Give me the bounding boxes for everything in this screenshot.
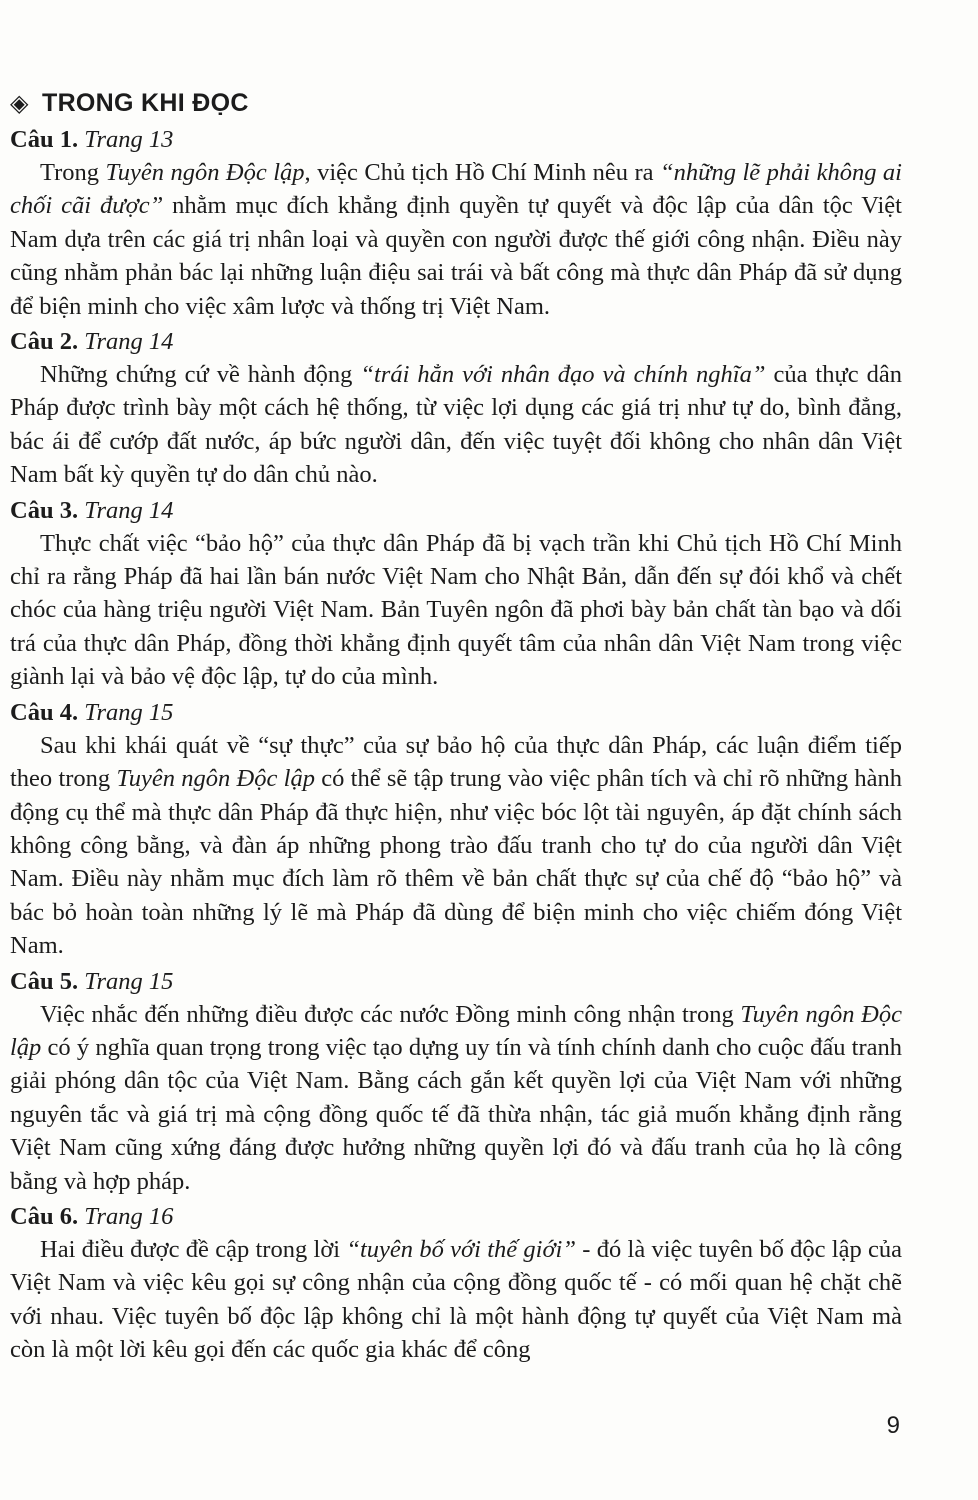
- question-label: Câu 5.: [10, 967, 79, 995]
- answer-text: có thể sẽ tập trung vào việc phân tích và chỉ rõ những hành động cụ thể mà thực dân Pháp đã thực hiện, như việc bóc lột tài nguyên, áp đặt chính sách không công bằng, và đàn áp những phong trào đấu tranh cho tự do của người dân Việt Nam. Điều này nhằm mục đích làm rõ thêm về bản chất thực sự của chế độ “bảo hộ” và bác bỏ hoàn toàn những lý lẽ mà Pháp đã dùng để biện minh cho việc chiếm đóng Việt Nam.: [10, 765, 902, 960]
- question-6-answer: [10, 1233, 902, 1367]
- question-3-answer: [10, 527, 902, 694]
- answer-text: nhằm mục đích khẳng định quyền tự quyết và độc lập của dân tộc Việt Nam dựa trên các giá trị nhân loại và quyền con người được thế giới công nhận. Điều này cũng nhằm phản bác lại những luận điệu sai trái và bất công mà thực dân Pháp đã sử dụng để biện minh cho việc xâm lược và thống trị Việt Nam.: [10, 192, 902, 320]
- question-page-ref: Trang 14: [84, 328, 174, 356]
- question-5-title: [10, 965, 902, 998]
- section-heading: [10, 86, 902, 120]
- answer-text: Thực chất việc “bảo hộ” của thực dân Pháp đã bị vạch trần khi Chủ tịch Hồ Chí Minh chỉ ra rằng Pháp đã hai lần bán nước Việt Nam cho Nhật Bản, dẫn đến sự đói khổ và chết chóc của hàng triệu người Việt Nam. Bản Tuyên ngôn đã phơi bày bản chất tàn bạo và dối trá của thực dân Pháp, đồng thời khẳng định quyết tâm của nhân dân Việt Nam trong việc giành lại và bảo vệ độc lập, tự do của mình.: [10, 529, 902, 691]
- answer-emphasis: Tuyên ngôn Độc lập: [105, 159, 305, 186]
- answer-text: Việc nhắc đến những điều được các nước Đồng minh công nhận trong: [40, 1000, 741, 1028]
- question-1-title: [10, 123, 902, 156]
- answer-text: Sau khi khái quát về “sự thực” của sự bảo hộ của thực dân Pháp, các luận điểm tiếp theo trong: [10, 731, 902, 793]
- answer-text: có ý nghĩa quan trọng trong việc tạo dựng uy tín và tính chính danh cho cuộc đấu tranh giải phóng dân tộc của Việt Nam. Bằng cách gắn kết quyền lợi của Việt Nam với những nguyên tắc và giá trị mà cộng đồng quốc tế đã thừa nhận, tác giả muốn khẳng định rằng Việt Nam cũng xứng đáng được hưởng những quyền lợi đó và đấu tranh của họ là công bằng và hợp pháp.: [10, 1033, 902, 1195]
- answer-text: của thực dân Pháp được trình bày một cách hệ thống, từ việc lợi dụng các giá trị như tự do, bình đẳng, bác ái để cướp đất nước, áp bức người dân, đến việc tuyệt đối không cho nhân dân Việt Nam bất kỳ quyền tự do dân chủ nào.: [10, 361, 902, 489]
- answer-emphasis: “tuyên bố với thế giới”: [346, 1235, 576, 1263]
- question-page-ref: Trang 16: [84, 1202, 174, 1230]
- question-5-answer: [10, 998, 902, 1198]
- question-label: Câu 3.: [10, 496, 79, 524]
- diamond-icon: ◈: [10, 89, 29, 117]
- answer-emphasis: Tuyên ngôn Độc lập: [10, 1000, 902, 1061]
- question-3-title: [10, 494, 902, 527]
- question-label: Câu 4.: [10, 698, 79, 726]
- question-label: Câu 1.: [10, 126, 79, 153]
- question-4-title: [10, 696, 902, 729]
- question-label: Câu 6.: [10, 1202, 79, 1230]
- question-page-ref: Trang 15: [84, 967, 174, 995]
- answer-text: Những chứng cứ về hành động: [40, 361, 361, 389]
- question-1-answer: [10, 156, 902, 323]
- answer-text: , việc Chủ tịch Hồ Chí Minh nêu ra: [304, 159, 660, 186]
- question-label: Câu 2.: [10, 328, 79, 356]
- question-6-title: [10, 1200, 902, 1233]
- answer-text: Hai điều được đề cập trong lời: [40, 1235, 347, 1263]
- question-2-answer: [10, 358, 902, 492]
- answer-text: Trong: [40, 159, 106, 186]
- answer-emphasis: Tuyên ngôn Độc lập: [116, 765, 315, 793]
- question-page-ref: Trang 14: [84, 496, 174, 524]
- section-title: TRONG KHI ĐỌC: [42, 89, 249, 117]
- answer-emphasis: “trái hẳn với nhân đạo và chính nghĩa”: [360, 361, 766, 389]
- answer-text: - đó là việc tuyên bố độc lập của Việt Nam và việc kêu gọi sự công nhận của cộng đồng quốc tế - có mối quan hệ chặt chẽ với nhau. Việc tuyên bố độc lập không chỉ là một hành động tự quyết của Việt Nam mà còn là một lời kêu gọi đến các quốc gia khác để công: [10, 1235, 902, 1364]
- question-page-ref: Trang 15: [84, 698, 174, 726]
- question-4-answer: [10, 729, 902, 963]
- question-page-ref: Trang 13: [84, 126, 174, 153]
- answer-emphasis: “những lẽ phải không ai chối cãi được”: [10, 159, 902, 220]
- page-number: 9: [886, 1412, 900, 1439]
- question-2-title: [10, 325, 902, 358]
